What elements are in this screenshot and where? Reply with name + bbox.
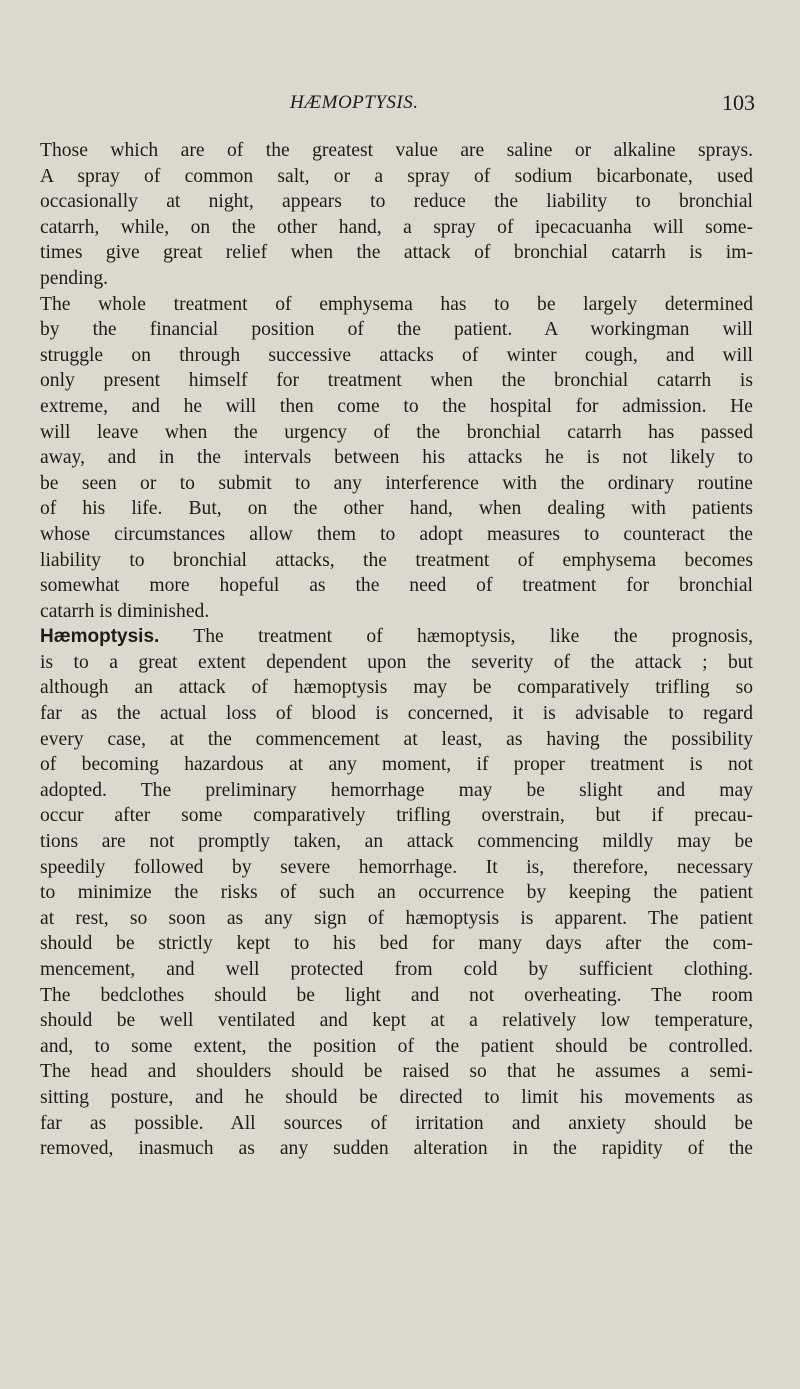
- running-title: HÆMOPTYSIS.: [290, 92, 419, 113]
- text-line: adopted. The preliminary hemorrhage may be slight and may: [40, 779, 753, 801]
- text-line: struggle on through successive attacks of winter cough, and will: [40, 344, 753, 366]
- text-line: sitting posture, and he should be directed to limit his movements as: [40, 1086, 753, 1108]
- text-line: pending.: [40, 267, 109, 289]
- body-text: [40, 138, 753, 1162]
- text-line: only present himself for treatment when the bronchial catarrh is: [40, 370, 753, 392]
- section-first-line: [40, 624, 753, 650]
- text-line: be seen or to submit to any interference with the ordinary routine: [40, 472, 753, 494]
- text-line: removed, inasmuch as any sudden alteration in the rapidity of the: [40, 1138, 753, 1160]
- text-line: occasionally at night, appears to reduce the liability to bronchial: [40, 191, 753, 213]
- text-line: The bedclothes should be light and not overheating. The room: [40, 984, 753, 1006]
- text-line: somewhat more hopeful as the need of treatment for bronchial: [40, 575, 753, 597]
- text-line: although an attack of hæmoptysis may be comparatively trifling so: [40, 677, 753, 699]
- text-line: times give great relief when the attack of bronchial catarrh is im-: [40, 242, 753, 264]
- text-line: at rest, so soon as any sign of hæmoptysis is apparent. The patient: [40, 907, 753, 929]
- text-line: The whole treatment of emphysema has to be largely determined: [40, 293, 753, 315]
- text-line: catarrh, while, on the other hand, a spray of ipecacuanha will some-: [40, 216, 753, 238]
- text-line: should be strictly kept to his bed for many days after the com-: [40, 933, 753, 955]
- text-line: liability to bronchial attacks, the treatment of emphysema becomes: [40, 549, 753, 571]
- text-line: A spray of common salt, or a spray of sodium bicarbonate, used: [40, 165, 753, 187]
- text-line: extreme, and he will then come to the hospital for admission. He: [40, 395, 753, 417]
- text-line: should be well ventilated and kept at a relatively low temperature,: [40, 1010, 753, 1032]
- text-line: The head and shoulders should be raised so that he assumes a semi-: [40, 1061, 753, 1083]
- text-line: Those which are of the greatest value are saline or alkaline sprays.: [40, 140, 753, 161]
- text-line: speedily followed by severe hemorrhage. It is, therefore, necessary: [40, 856, 753, 878]
- text-line: mencement, and well protected from cold by sufficient clothing.: [40, 959, 753, 980]
- text-line: is to a great extent dependent upon the severity of the attack ; but: [40, 651, 753, 673]
- text-line: of his life. But, on the other hand, when dealing with patients: [40, 498, 753, 520]
- text-line: away, and in the intervals between his attacks he is not likely to: [40, 447, 753, 469]
- text-line: and, to some extent, the position of the patient should be controlled.: [40, 1035, 753, 1057]
- text-line: occur after some comparatively trifling overstrain, but if precau-: [40, 805, 753, 827]
- section-heading: Hæmoptysis.: [40, 626, 160, 648]
- text-line: to minimize the risks of such an occurrence by keeping the patient: [40, 882, 753, 904]
- text-line: whose circumstances allow them to adopt measures to counteract the: [40, 523, 753, 545]
- running-head: [0, 92, 800, 120]
- text-line: tions are not promptly taken, an attack commencing mildly may be: [40, 831, 753, 853]
- text-line: far as possible. All sources of irritation and anxiety should be: [40, 1112, 753, 1134]
- text-line: by the financial position of the patient. A workingman will: [40, 319, 753, 341]
- text-line: far as the actual loss of blood is concerned, it is advisable to regard: [40, 703, 753, 725]
- text-line: will leave when the urgency of the bronchial catarrh has passed: [40, 421, 753, 443]
- page-number: 103: [722, 90, 755, 115]
- text-line: catarrh is diminished.: [40, 600, 210, 622]
- text-line: every case, at the commencement at least, as having the possibility: [40, 728, 753, 750]
- section-first-line-text: The treatment of hæmoptysis, like the prognosis,: [193, 626, 753, 648]
- text-line: of becoming hazardous at any moment, if proper treatment is not: [40, 754, 753, 776]
